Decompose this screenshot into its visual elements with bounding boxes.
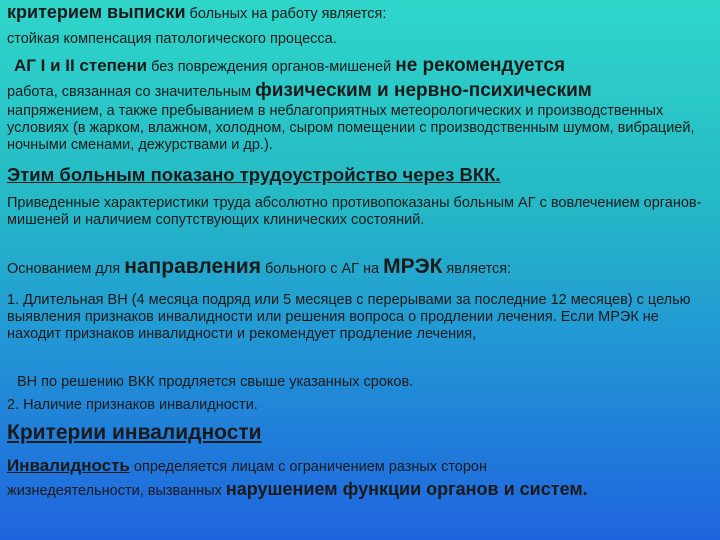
disability-definition-line xyxy=(7,457,712,476)
disability-criteria-heading-text: Критерии инвалидности xyxy=(7,421,262,444)
contraindications-paragraph: Приведенные характеристики труда абсолютно противопоказаны больным АГ с вовлечением органов-мишеней и наличием сопутствующих клинических состояний. xyxy=(7,195,702,228)
discharge-criterion-label: критерием выписки xyxy=(7,2,186,22)
vkk-statement xyxy=(7,166,712,186)
work-load-line xyxy=(7,82,712,101)
ag-stage-label: АГ I и II степени xyxy=(14,56,148,75)
ag-stage-text: без повреждения органов-мишеней xyxy=(147,59,396,75)
mrek-referral-text-c: больного с АГ на xyxy=(260,261,384,277)
mrek-referral-line xyxy=(7,255,712,278)
mrek-referral-text-a: Основанием для xyxy=(7,261,125,277)
disability-term: Инвалидность xyxy=(7,456,130,475)
physical-mental-text: физическим и нервно-психическим xyxy=(255,80,592,101)
mrek-referral-text-e: является: xyxy=(442,261,512,277)
ag-stage-line xyxy=(14,57,712,76)
mrek-word: МРЭК xyxy=(383,255,443,278)
discharge-criterion-line xyxy=(7,4,712,23)
compensation-line: стойкая компенсация патологического процесса. xyxy=(7,31,337,47)
criterion-item-2: 2. Наличие признаков инвалидности. xyxy=(7,397,258,413)
not-recommended-text: не рекомендуется xyxy=(395,55,566,76)
conditions-paragraph: напряжением, а также пребыванием в неблагоприятных метеорологических и производственных условиях (в жарком, влажном, холодном, сыром помещении с производственным шумом, вибрацией, ночными сменами, дежурствами и др.). xyxy=(7,103,695,153)
discharge-criterion-text: больных на работу является: xyxy=(185,6,387,22)
organ-dysfunction-text: нарушением функции органов и систем. xyxy=(225,479,588,499)
work-load-text: работа, связанная со значительным xyxy=(7,84,256,100)
disability-criteria-heading xyxy=(7,421,712,444)
referral-word: направления xyxy=(124,255,261,278)
disability-definition-text-2: жизнедеятельности, вызванных xyxy=(7,483,226,499)
disability-definition-text: определяется лицам с ограничением разных сторон xyxy=(129,459,488,475)
vkk-statement-text: Этим больным показано трудоустройство через ВКК. xyxy=(7,164,501,185)
criterion-item-1: 1. Длительная ВН (4 месяца подряд или 5 месяцев с перерывами за последние 12 месяцев) с целью выявления признаков инвалидности или решения вопроса о продлении лечения. Если МРЭК не находит признаков инвалидности и рекомендует продление лечения, xyxy=(7,292,691,342)
criterion-item-1-continued: ВН по решению ВКК продляется свыше указанных сроков. xyxy=(17,374,414,390)
disability-definition-line-2 xyxy=(7,481,712,500)
